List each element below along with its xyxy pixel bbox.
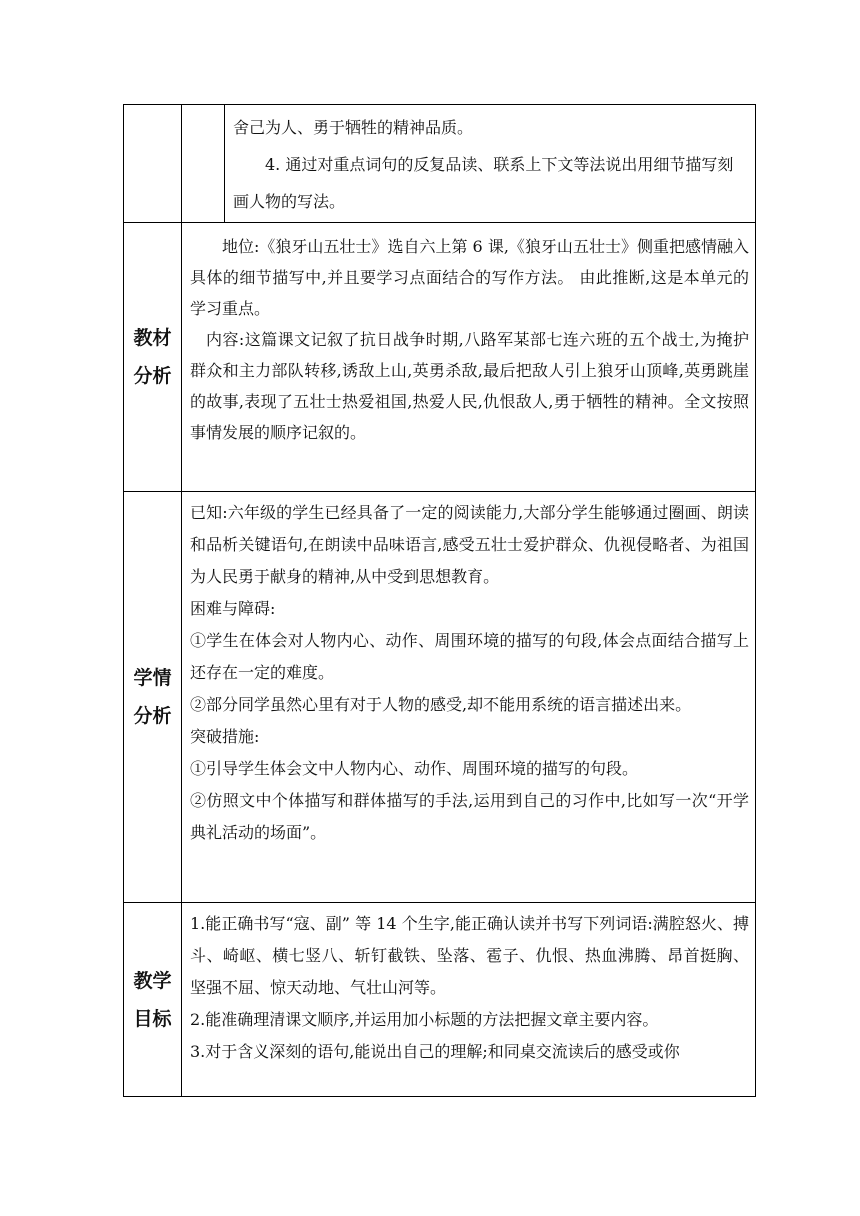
goal-3: 3.对于含义深刻的语句,能说出自己的理解;和同桌交流读后的感受或你 [190,1042,680,1061]
students-known-paragraph: 已知:六年级的学生已经具备了一定的阅读能力,大部分学生能够通过圈画、朗读和品析关键语句,在朗读中品味语言,感受五壮士爱护群众、仇视侵略者、为祖国为人民勇于献身的精神,从中受到思想教育。 [190,503,749,586]
materials-content-paragraph: 内容:这篇课文记叙了抗日战争时期,八路军某部七连六班的五个战士,为掩护群众和主力部队转移,诱敌上山,英勇杀敌,最后把敌人引上狼牙山顶峰,英勇跳崖的故事,表现了五壮士热爱祖国,热爱人民,仇恨敌人,勇于牺牲的精神。全文按照事情发展的顺序记叙的。 [190,330,749,442]
teaching-goals-label [124,903,182,1097]
lesson-plan-table [123,104,756,1097]
row-label-empty [124,105,182,223]
objectives-continuation-cell [182,105,756,223]
objective-line-4: 4. 通过对重点词句的反复品读、联系上下文等法说出用细节描写刻画人物的写法。 [233,155,734,211]
students-analysis-label [124,492,182,903]
students-difficulty-heading: 困难与障碍: [190,599,276,618]
table-row [124,492,756,903]
label-line-1: 教学 [133,969,172,992]
objective-line-3-end: 舍己为人、勇于牺牲的精神品质。 [233,118,474,137]
students-analysis-content [182,492,756,903]
table-row [124,105,756,223]
students-difficulty-1: ①学生在体会对人物内心、动作、周围环境的描写的句段,体会点面结合描写上还存在一定的难度。 [190,631,749,682]
goal-1: 1.能正确书写“寇、副” 等 14 个生字,能正确认读并书写下列词语:满腔怒火、搏斗、崎岖、横七竖八、斩钉截铁、坠落、雹子、仇恨、热血沸腾、昂首挺胸、坚强不屈、惊天动地、气壮山河等。 [190,914,749,997]
materials-analysis-content [182,223,756,492]
students-measure-2: ②仿照文中个体描写和群体描写的手法,运用到自己的习作中,比如写一次“开学典礼活动的场面”。 [190,791,749,842]
table-row [124,223,756,492]
nested-empty-cell [182,105,225,222]
goal-2: 2.能准确理清课文顺序,并运用加小标题的方法把握文章主要内容。 [190,1010,659,1029]
nested-table [182,105,755,222]
teaching-goals-content [182,903,756,1097]
label-line-2: 目标 [133,1007,172,1030]
students-measure-1: ①引导学生体会文中人物内心、动作、周围环境的描写的句段。 [190,759,639,778]
students-difficulty-2: ②部分同学虽然心里有对于人物的感受,却不能用系统的语言描述出来。 [190,695,692,714]
nested-text-cell [225,105,756,222]
label-line-1: 教材 [133,327,172,349]
table-row [124,903,756,1097]
materials-analysis-label [124,223,182,492]
students-measures-heading: 突破措施: [190,727,260,746]
materials-position-paragraph: 地位:《狼牙山五壮士》选自六上第 6 课,《狼牙山五壮士》侧重把感情融入具体的细节描写中,并且要学习点面结合的写作方法。 由此推断,这是本单元的学习重点。 [190,237,749,318]
label-line-1: 学情 [133,667,172,689]
label-line-2: 分析 [133,705,172,727]
label-line-2: 分析 [133,365,172,387]
